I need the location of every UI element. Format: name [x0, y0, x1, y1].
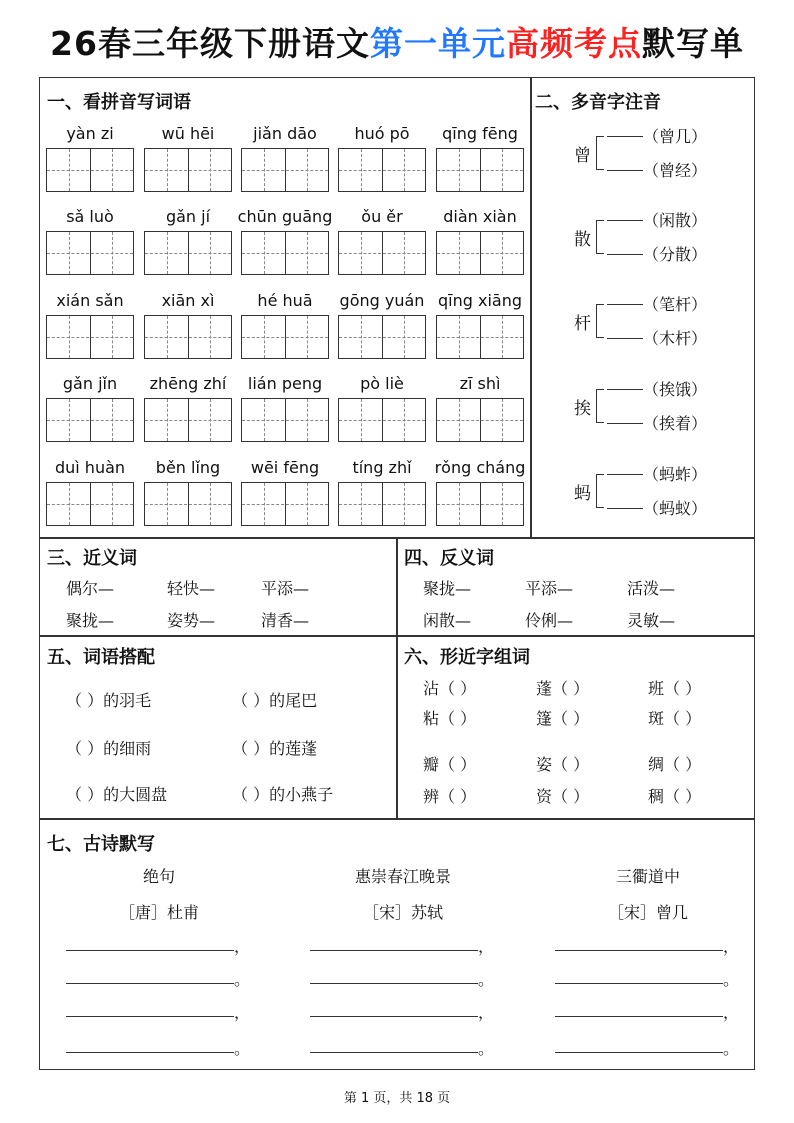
poem-writing-line[interactable]: [66, 950, 234, 951]
poem-writing-line[interactable]: [555, 950, 723, 951]
punctuation-mark: ，: [234, 937, 251, 956]
pinyin-blank[interactable]: [607, 338, 643, 339]
polyphone-word: （蚂蚁）: [643, 499, 708, 518]
punctuation-mark: 。: [478, 970, 495, 989]
polyphone-word: （闲散）: [643, 211, 708, 230]
writing-grid[interactable]: [46, 482, 134, 526]
polyphone-word: （曾几）: [643, 127, 708, 146]
section-6-heading: 六、形近字组词: [404, 647, 530, 668]
collocation-item: （ ）的细雨: [66, 739, 152, 758]
pinyin-label: hé huā: [257, 291, 313, 310]
poem-author: ［宋］曾几: [607, 903, 688, 922]
poem-writing-line[interactable]: [66, 1052, 234, 1053]
similar-char-item: 瓣（ ）: [423, 755, 477, 774]
synonym-item: 姿势—: [167, 611, 216, 630]
poem-title: 绝句: [142, 867, 175, 886]
pinyin-label: gǎn jí: [165, 207, 211, 226]
antonym-item: 闲散—: [423, 611, 472, 630]
pinyin-blank[interactable]: [607, 170, 643, 171]
polyphone-word: （曾经）: [643, 161, 708, 180]
writing-grid[interactable]: [338, 315, 426, 359]
similar-char-item: 班（ ）: [648, 679, 702, 698]
collocation-item: （ ）的羽毛: [66, 691, 152, 710]
collocation-item: （ ）的小燕子: [232, 785, 334, 804]
writing-grid[interactable]: [144, 398, 232, 442]
punctuation-mark: 。: [234, 1039, 251, 1058]
poem-title: 三衢道中: [615, 867, 680, 886]
antonym-item: 活泼—: [627, 579, 676, 598]
title-part-3: 高频考点: [505, 24, 642, 63]
similar-char-item: 斑（ ）: [648, 709, 702, 728]
page-footer: 第 1 页，共 18 页: [343, 1091, 451, 1106]
pinyin-label: duì huàn: [54, 458, 126, 477]
polyphone-word: （分散）: [643, 245, 708, 264]
synonym-item: 轻快—: [167, 579, 216, 598]
pinyin-label: wēi fēng: [250, 458, 320, 477]
punctuation-mark: ，: [234, 1003, 251, 1022]
pinyin-label: qīng fēng: [442, 124, 518, 143]
page-title: [0, 18, 794, 65]
writing-grid[interactable]: [46, 148, 134, 192]
similar-char-item: 辨（ ）: [423, 787, 477, 806]
section-5-heading: 五、词语搭配: [47, 647, 155, 668]
pinyin-label: tíng zhǐ: [352, 458, 412, 477]
polyphone-char: 蚂: [574, 484, 591, 504]
section-7-heading: 七、古诗默写: [47, 834, 155, 855]
pinyin-label: diàn xiàn: [443, 207, 517, 226]
pinyin-label: rǒng cháng: [434, 458, 526, 477]
punctuation-mark: ，: [478, 937, 495, 956]
writing-grid[interactable]: [436, 231, 524, 275]
pinyin-blank[interactable]: [607, 254, 643, 255]
title-part-1: 26春三年级下册语文: [50, 24, 370, 63]
punctuation-mark: 。: [723, 1039, 740, 1058]
writing-grid[interactable]: [46, 315, 134, 359]
polyphone-word: （挨着）: [643, 414, 708, 433]
section-2-heading: 二、多音字注音: [535, 92, 661, 113]
punctuation-mark: 。: [478, 1039, 495, 1058]
poem-writing-line[interactable]: [310, 1052, 478, 1053]
writing-grid[interactable]: [436, 482, 524, 526]
punctuation-mark: 。: [723, 970, 740, 989]
poem-author: ［唐］杜甫: [118, 903, 199, 922]
pinyin-label: wū hēi: [161, 124, 215, 143]
pinyin-label: gōng yuán: [339, 291, 425, 310]
writing-grid[interactable]: [144, 482, 232, 526]
writing-grid[interactable]: [46, 398, 134, 442]
similar-char-item: 姿（ ）: [536, 755, 590, 774]
writing-grid[interactable]: [338, 231, 426, 275]
pinyin-blank[interactable]: [607, 220, 643, 221]
similar-char-item: 沾（ ）: [423, 679, 477, 698]
writing-grid[interactable]: [338, 482, 426, 526]
writing-grid[interactable]: [436, 148, 524, 192]
section-3-heading: 三、近义词: [47, 548, 137, 569]
writing-grid[interactable]: [144, 231, 232, 275]
similar-char-item: 绸（ ）: [648, 755, 702, 774]
antonym-item: 伶俐—: [525, 611, 574, 630]
bracket-icon: [596, 389, 604, 423]
poem-writing-line[interactable]: [555, 1052, 723, 1053]
polyphone-word: （笔杆）: [643, 295, 708, 314]
title-part-4: 默写单: [641, 24, 744, 63]
pinyin-label: sǎ luò: [66, 207, 114, 226]
title-part-2: 第一单元: [369, 24, 506, 63]
polyphone-word: （挨饿）: [643, 380, 708, 399]
pinyin-label: ǒu ěr: [361, 207, 403, 226]
bracket-icon: [596, 136, 604, 170]
polyphone-char: 挨: [574, 399, 591, 419]
writing-grid[interactable]: [241, 482, 329, 526]
antonym-item: 平添—: [525, 579, 574, 598]
poem-writing-line[interactable]: [310, 1016, 478, 1017]
pinyin-blank[interactable]: [607, 389, 643, 390]
synonym-item: 聚拢—: [66, 611, 115, 630]
pinyin-label: huó pō: [354, 124, 410, 143]
pinyin-blank[interactable]: [607, 304, 643, 305]
collocation-item: （ ）的大圆盘: [66, 785, 168, 804]
writing-grid[interactable]: [144, 315, 232, 359]
poem-author: ［宋］苏轼: [362, 903, 443, 922]
bracket-icon: [596, 220, 604, 254]
pinyin-blank[interactable]: [607, 423, 643, 424]
pinyin-blank[interactable]: [607, 136, 643, 137]
poem-writing-line[interactable]: [310, 950, 478, 951]
similar-char-item: 稠（ ）: [648, 787, 702, 806]
writing-grid[interactable]: [46, 231, 134, 275]
writing-grid[interactable]: [436, 315, 524, 359]
synonym-item: 偶尔—: [66, 579, 115, 598]
polyphone-word: （木杆）: [643, 329, 708, 348]
punctuation-mark: ，: [478, 1003, 495, 1022]
pinyin-label: gǎn jǐn: [62, 374, 118, 393]
collocation-item: （ ）的莲蓬: [232, 739, 318, 758]
synonym-item: 清香—: [261, 611, 310, 630]
punctuation-mark: 。: [234, 970, 251, 989]
similar-char-item: 篷（ ）: [536, 709, 590, 728]
bracket-icon: [596, 304, 604, 338]
poem-writing-line[interactable]: [555, 983, 723, 984]
bracket-icon: [596, 474, 604, 508]
pinyin-blank[interactable]: [607, 474, 643, 475]
writing-grid[interactable]: [241, 315, 329, 359]
poem-title: 惠崇春江晚景: [354, 867, 451, 886]
pinyin-label: pò liè: [360, 374, 404, 393]
collocation-item: （ ）的尾巴: [232, 691, 318, 710]
similar-char-item: 蓬（ ）: [536, 679, 590, 698]
similar-char-item: 资（ ）: [536, 787, 590, 806]
writing-grid[interactable]: [241, 148, 329, 192]
polyphone-char: 曾: [574, 146, 591, 166]
punctuation-mark: ，: [723, 1003, 740, 1022]
pinyin-label: xiān xì: [161, 291, 215, 310]
writing-grid[interactable]: [144, 148, 232, 192]
pinyin-label: zhēng zhí: [149, 374, 227, 393]
punctuation-mark: ，: [723, 937, 740, 956]
pinyin-label: zī shì: [459, 374, 501, 393]
section-4-heading: 四、反义词: [404, 548, 494, 569]
poem-writing-line[interactable]: [310, 983, 478, 984]
pinyin-label: chūn guāng: [237, 207, 333, 226]
synonym-item: 平添—: [261, 579, 310, 598]
poem-writing-line[interactable]: [555, 1016, 723, 1017]
pinyin-label: qīng xiāng: [438, 291, 522, 310]
polyphone-char: 杆: [574, 314, 591, 334]
writing-grid[interactable]: [241, 231, 329, 275]
pinyin-label: yàn zi: [66, 124, 114, 143]
similar-char-item: 粘（ ）: [423, 709, 477, 728]
writing-grid[interactable]: [338, 398, 426, 442]
pinyin-blank[interactable]: [607, 508, 643, 509]
pinyin-label: běn lǐng: [155, 458, 221, 477]
pinyin-label: xián sǎn: [56, 291, 124, 310]
pinyin-label: lián peng: [247, 374, 323, 393]
pinyin-label: jiǎn dāo: [253, 124, 317, 143]
writing-grid[interactable]: [241, 398, 329, 442]
poem-writing-line[interactable]: [66, 1016, 234, 1017]
poem-writing-line[interactable]: [66, 983, 234, 984]
antonym-item: 聚拢—: [423, 579, 472, 598]
writing-grid[interactable]: [436, 398, 524, 442]
writing-grid[interactable]: [338, 148, 426, 192]
antonym-item: 灵敏—: [627, 611, 676, 630]
polyphone-word: （蚂蚱）: [643, 465, 708, 484]
section-1-heading: 一、看拼音写词语: [47, 92, 191, 113]
polyphone-char: 散: [574, 230, 591, 250]
